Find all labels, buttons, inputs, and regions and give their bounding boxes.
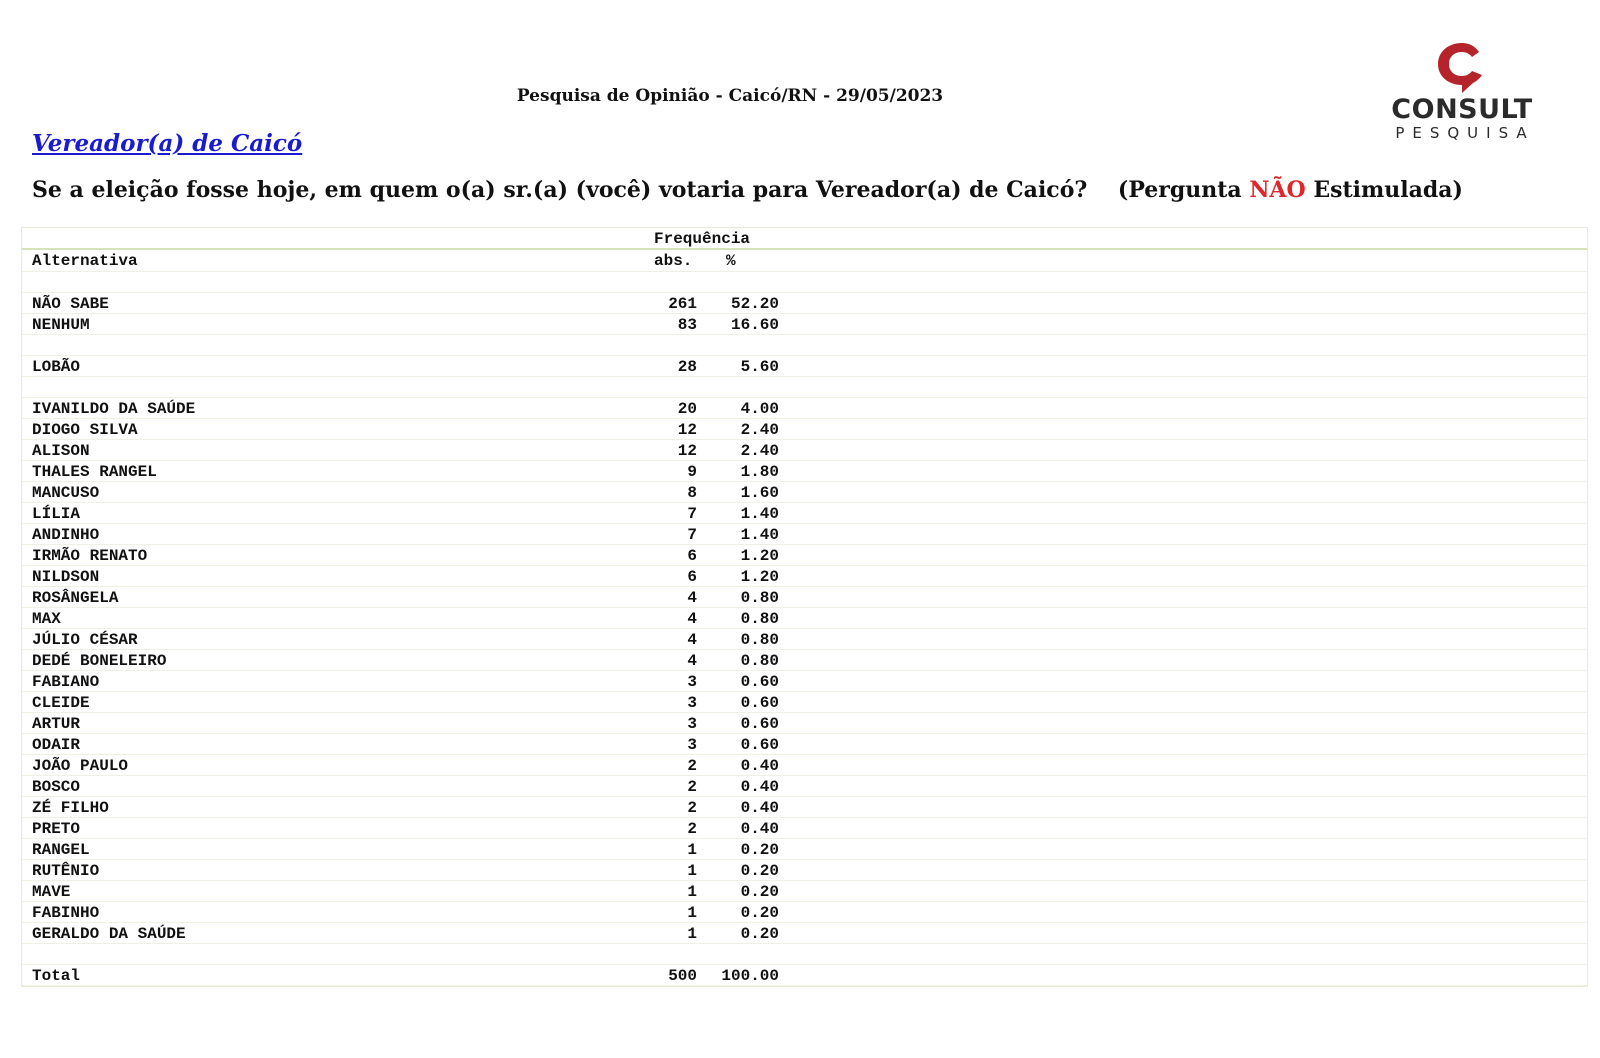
table-row xyxy=(22,440,1587,461)
row-label: MAX xyxy=(32,610,61,628)
row-pct: 0.80 xyxy=(740,610,779,628)
row-label: LÍLIA xyxy=(32,505,81,523)
row-pct: 4.00 xyxy=(740,400,779,418)
row-label: Total xyxy=(32,967,81,985)
row-pct: 0.20 xyxy=(740,883,779,901)
row-label: JÚLIO CÉSAR xyxy=(32,631,138,649)
row-abs: 2 xyxy=(687,820,697,838)
table-row xyxy=(22,692,1587,713)
table-row xyxy=(22,398,1587,419)
row-abs: 2 xyxy=(687,757,697,775)
row-abs: 3 xyxy=(687,715,697,733)
row-abs: 500 xyxy=(668,967,697,985)
row-abs: 4 xyxy=(687,631,697,649)
row-label: GERALDO DA SAÚDE xyxy=(32,925,186,943)
row-label: JOÃO PAULO xyxy=(32,757,129,775)
row-pct: 2.40 xyxy=(740,421,779,439)
table-column-header-row xyxy=(22,250,1587,272)
table-row xyxy=(22,944,1587,965)
table-row xyxy=(22,734,1587,755)
row-label: LOBÃO xyxy=(32,358,81,376)
row-abs: 6 xyxy=(687,547,697,565)
table-row xyxy=(22,818,1587,839)
question-note-prefix: (Pergunta xyxy=(1117,177,1250,203)
row-abs: 9 xyxy=(687,463,697,481)
row-label: FABINHO xyxy=(32,904,100,922)
table-row xyxy=(22,377,1587,398)
row-abs: 12 xyxy=(677,421,697,439)
row-abs: 28 xyxy=(677,358,697,376)
row-pct: 1.20 xyxy=(740,547,779,565)
table-row xyxy=(22,923,1587,944)
row-pct: 1.60 xyxy=(740,484,779,502)
row-label: IRMÃO RENATO xyxy=(32,547,148,565)
header-alternativa: Alternativa xyxy=(32,252,138,270)
row-pct: 0.20 xyxy=(740,841,779,859)
row-abs: 7 xyxy=(687,505,697,523)
table-row xyxy=(22,713,1587,734)
table-row xyxy=(22,272,1587,293)
question-main: Se a eleição fosse hoje, em quem o(a) sr.(a) (você) votaria para Vereador(a) de Caicó? xyxy=(32,177,1088,203)
row-abs: 3 xyxy=(687,673,697,691)
row-label: IVANILDO DA SAÚDE xyxy=(32,400,196,418)
table-group-header-row xyxy=(22,228,1587,250)
row-abs: 3 xyxy=(687,736,697,754)
row-pct: 0.40 xyxy=(740,820,779,838)
row-abs: 2 xyxy=(687,799,697,817)
table-row xyxy=(22,335,1587,356)
row-label: NILDSON xyxy=(32,568,100,586)
table-row xyxy=(22,566,1587,587)
row-pct: 1.20 xyxy=(740,568,779,586)
row-abs: 261 xyxy=(668,295,697,313)
question-note-suffix: Estimulada) xyxy=(1305,177,1463,203)
table-row xyxy=(22,503,1587,524)
header-abs: abs. xyxy=(654,252,693,270)
question-text xyxy=(32,177,1463,203)
row-label: DEDÉ BONELEIRO xyxy=(32,652,167,670)
row-pct: 0.20 xyxy=(740,862,779,880)
row-abs: 1 xyxy=(687,883,697,901)
row-abs: 8 xyxy=(687,484,697,502)
row-pct: 0.80 xyxy=(740,631,779,649)
row-label: ALISON xyxy=(32,442,90,460)
table-row xyxy=(22,314,1587,335)
row-pct: 0.60 xyxy=(740,694,779,712)
row-label: ODAIR xyxy=(32,736,81,754)
row-pct: 0.20 xyxy=(740,904,779,922)
header-pct: % xyxy=(726,252,736,270)
question-note-highlight: NÃO xyxy=(1249,177,1306,203)
consult-logo xyxy=(1382,38,1542,148)
table-row xyxy=(22,671,1587,692)
table-row xyxy=(22,629,1587,650)
row-label: MAVE xyxy=(32,883,71,901)
row-abs: 2 xyxy=(687,778,697,796)
row-pct: 16.60 xyxy=(730,316,779,334)
row-abs: 4 xyxy=(687,610,697,628)
table-row xyxy=(22,860,1587,881)
row-label: DIOGO SILVA xyxy=(32,421,138,439)
header-frequencia: Frequência xyxy=(654,230,751,248)
report-header: Pesquisa de Opinião - Caicó/RN - 29/05/2023 xyxy=(516,86,944,106)
row-pct: 100.00 xyxy=(721,967,779,985)
logo-wordmark: CONSULT xyxy=(1391,94,1533,125)
row-pct: 1.40 xyxy=(740,526,779,544)
table-row xyxy=(22,881,1587,902)
table-total-row xyxy=(22,965,1587,986)
row-abs: 4 xyxy=(687,652,697,670)
row-pct: 0.40 xyxy=(740,799,779,817)
row-label: MANCUSO xyxy=(32,484,100,502)
row-label: RANGEL xyxy=(32,841,90,859)
row-abs: 3 xyxy=(687,694,697,712)
row-pct: 0.60 xyxy=(740,715,779,733)
table-row xyxy=(22,776,1587,797)
row-label: CLEIDE xyxy=(32,694,90,712)
row-label: FABIANO xyxy=(32,673,100,691)
row-abs: 83 xyxy=(677,316,697,334)
table-row xyxy=(22,419,1587,440)
table-row xyxy=(22,587,1587,608)
row-pct: 0.60 xyxy=(740,736,779,754)
table-row xyxy=(22,524,1587,545)
table-row xyxy=(22,461,1587,482)
row-pct: 0.40 xyxy=(740,778,779,796)
table-row xyxy=(22,293,1587,314)
row-label: RUTÊNIO xyxy=(32,862,100,880)
row-label: NÃO SABE xyxy=(32,295,109,313)
row-label: THALES RANGEL xyxy=(32,463,157,481)
table-row xyxy=(22,902,1587,923)
row-pct: 1.80 xyxy=(740,463,779,481)
table-row xyxy=(22,356,1587,377)
row-label: ROSÂNGELA xyxy=(32,589,119,607)
row-pct: 5.60 xyxy=(740,358,779,376)
row-label: ZÉ FILHO xyxy=(32,799,109,817)
row-pct: 2.40 xyxy=(740,442,779,460)
row-label: BOSCO xyxy=(32,778,81,796)
table-row xyxy=(22,797,1587,818)
logo-subtitle: PESQUISA xyxy=(1395,124,1535,142)
row-label: ANDINHO xyxy=(32,526,100,544)
table-row xyxy=(22,755,1587,776)
row-abs: 12 xyxy=(677,442,697,460)
row-abs: 1 xyxy=(687,841,697,859)
row-pct: 0.80 xyxy=(740,652,779,670)
frequency-table xyxy=(21,227,1588,987)
row-abs: 20 xyxy=(677,400,697,418)
row-abs: 1 xyxy=(687,925,697,943)
row-pct: 0.40 xyxy=(740,757,779,775)
row-abs: 1 xyxy=(687,904,697,922)
row-abs: 6 xyxy=(687,568,697,586)
row-pct: 0.80 xyxy=(740,589,779,607)
table-row xyxy=(22,608,1587,629)
row-abs: 1 xyxy=(687,862,697,880)
row-pct: 1.40 xyxy=(740,505,779,523)
table-row xyxy=(22,545,1587,566)
table-row xyxy=(22,650,1587,671)
row-label: PRETO xyxy=(32,820,81,838)
section-title-link[interactable]: Vereador(a) de Caicó xyxy=(32,130,303,157)
row-label: ARTUR xyxy=(32,715,81,733)
table-body xyxy=(22,272,1587,986)
table-row xyxy=(22,839,1587,860)
row-label: NENHUM xyxy=(32,316,90,334)
row-pct: 0.60 xyxy=(740,673,779,691)
row-abs: 7 xyxy=(687,526,697,544)
row-pct: 0.20 xyxy=(740,925,779,943)
logo-c-icon xyxy=(1431,38,1493,94)
row-abs: 4 xyxy=(687,589,697,607)
row-pct: 52.20 xyxy=(730,295,779,313)
table-row xyxy=(22,482,1587,503)
